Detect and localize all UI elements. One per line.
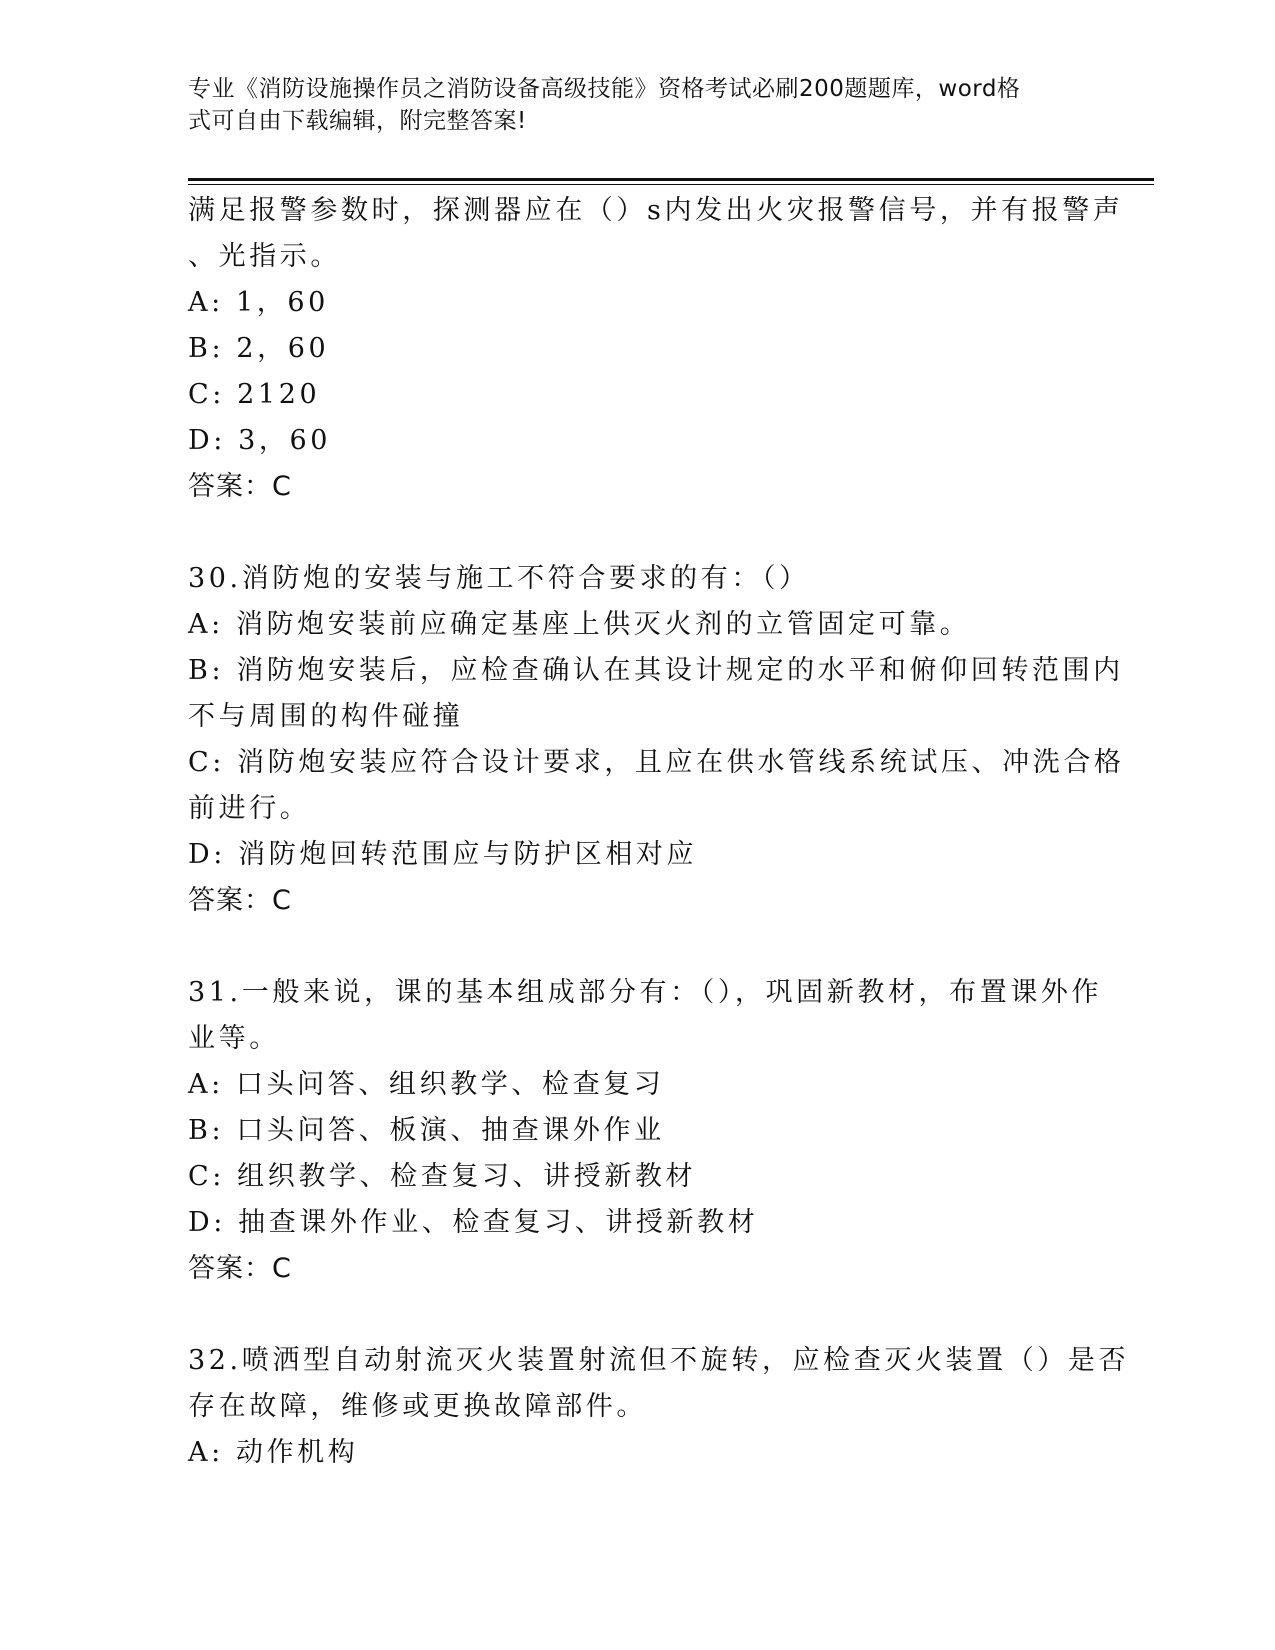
question-stem: 32.喷洒型自动射流灭火装置射流但不旋转，应检查灭火装置（）是否: [188, 1345, 1130, 1376]
question-30: [188, 556, 1125, 924]
option-a: A: 动作机构: [188, 1437, 359, 1468]
option-d: D: 抽查课外作业、检查复习、讲授新教材: [188, 1207, 759, 1238]
question-stem: 满足报警参数时，探测器应在（）s内发出火灾报警信号，并有报警声: [188, 195, 1124, 226]
option-c-continued: 前进行。: [188, 793, 311, 824]
option-b: B: 2，60: [188, 333, 330, 364]
question-gap: [188, 510, 1088, 556]
question-stem-continued: 、光指示。: [188, 241, 341, 272]
option-d: D: 消防炮回转范围应与防护区相对应: [188, 839, 698, 870]
option-c: C: 2120: [188, 379, 321, 410]
option-b: B: 口头问答、板演、抽查课外作业: [188, 1115, 665, 1146]
option-d: D: 3，60: [188, 425, 332, 456]
option-c: C: 组织教学、检查复习、讲授新教材: [188, 1161, 697, 1192]
header-rule-thin: [188, 184, 1154, 185]
question-stem-continued: 业等。: [188, 1023, 280, 1054]
answer: 答案：C: [188, 885, 292, 916]
page-header: [188, 73, 1068, 137]
question-stem: 31.一般来说，课的基本组成部分有：（），巩固新教材，布置课外作: [188, 977, 1103, 1008]
question-stem: 30.消防炮的安装与施工不符合要求的有：（）: [188, 563, 810, 594]
question-32: [188, 1338, 1130, 1476]
option-c: C: 消防炮安装应符合设计要求，且应在供水管线系统试压、冲洗合格: [188, 747, 1125, 778]
header-line-2: 式可自由下载编辑，附完整答案!: [188, 108, 527, 134]
question-stem-continued: 存在故障，维修或更换故障部件。: [188, 1391, 647, 1422]
header-rule-thick: [188, 178, 1154, 181]
option-a: A: 1，60: [188, 287, 329, 318]
option-a: A: 消防炮安装前应确定基座上供灭火剂的立管固定可靠。: [188, 609, 971, 640]
question-29: [188, 188, 1124, 510]
answer: 答案：C: [188, 471, 292, 502]
option-a: A: 口头问答、组织教学、检查复习: [188, 1069, 665, 1100]
question-31: [188, 970, 1103, 1292]
option-b: B: 消防炮安装后，应检查确认在其设计规定的水平和俯仰回转范围内: [188, 655, 1124, 686]
answer: 答案：C: [188, 1253, 292, 1284]
question-gap: [188, 924, 1088, 970]
option-b-continued: 不与周围的构件碰撞: [188, 701, 464, 732]
question-content: [188, 188, 1130, 1476]
header-line-1: 专业《消防设施操作员之消防设备高级技能》资格考试必刷200题题库，word格: [188, 76, 1021, 102]
question-gap: [188, 1292, 1088, 1338]
